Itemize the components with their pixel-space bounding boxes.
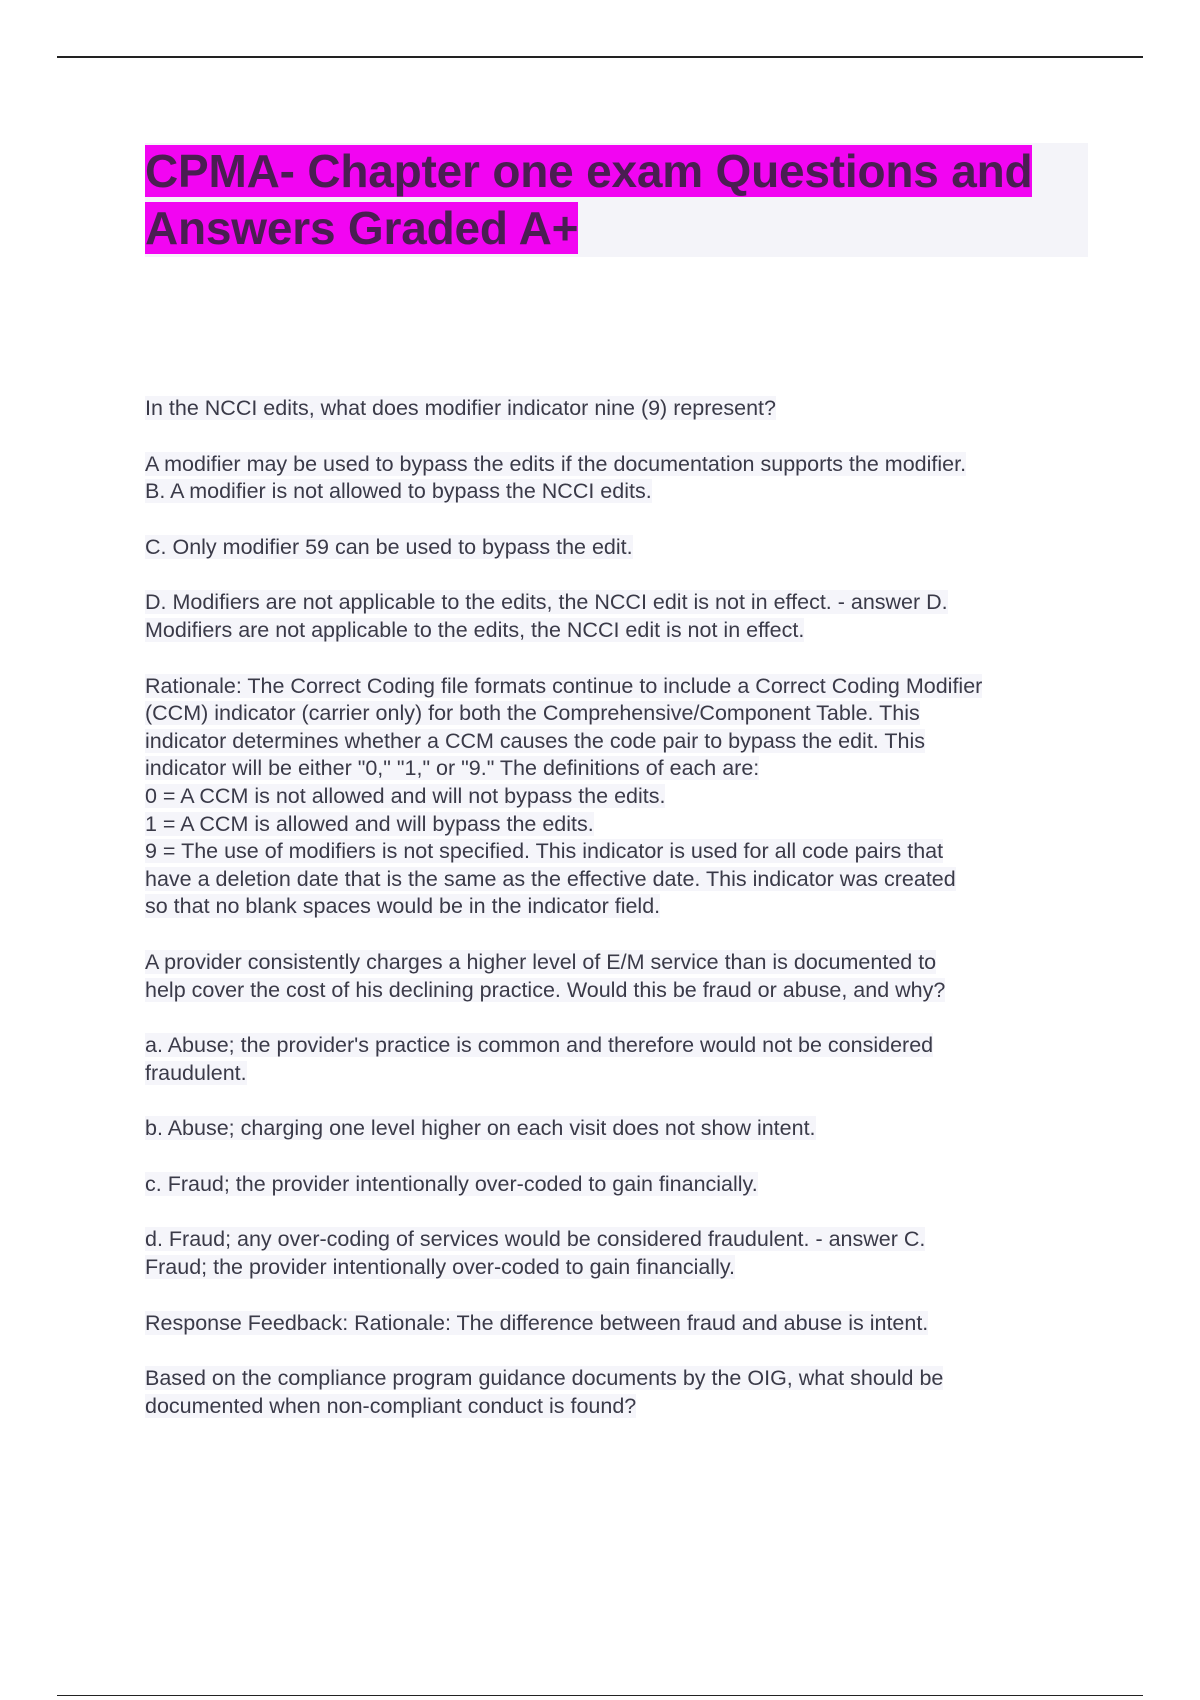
text-line-content: 9 = The use of modifiers is not specified. This indicator is used for all code pairs that — [145, 839, 944, 864]
text-line-content: fraudulent. — [145, 1060, 247, 1085]
text-line — [145, 949, 1095, 977]
paragraph — [145, 949, 1095, 1004]
text-line-content: Rationale: The Correct Coding file formats continue to include a Correct Coding Modifier — [145, 673, 983, 698]
text-line-content: indicator determines whether a CCM causes the code pair to bypass the edit. This — [145, 728, 925, 753]
text-line-content: Response Feedback: Rationale: The difference between fraud and abuse is intent. — [145, 1310, 929, 1335]
text-line — [145, 783, 1095, 811]
text-line-content: Based on the compliance program guidance documents by the OIG, what should be — [145, 1366, 944, 1391]
paragraph — [145, 395, 1095, 423]
paragraph — [145, 1032, 1095, 1087]
text-line-content: so that no blank spaces would be in the indicator field. — [145, 894, 661, 919]
page-title — [145, 143, 1088, 257]
text-line — [145, 395, 1095, 423]
document-body — [145, 395, 1095, 1448]
text-line — [145, 811, 1095, 839]
paragraph — [145, 534, 1095, 562]
text-line-content: A modifier may be used to bypass the edits if the documentation supports the modifier. — [145, 451, 967, 476]
text-line-content: indicator will be either "0," "1," or "9." The definitions of each are: — [145, 756, 760, 781]
text-line-content: (CCM) indicator (carrier only) for both the Comprehensive/Component Table. This — [145, 701, 920, 726]
text-line-content: have a deletion date that is the same as the effective date. This indicator was created — [145, 866, 956, 891]
text-line — [145, 1060, 1095, 1088]
text-line-content: A provider consistently charges a higher level of E/M service than is documented to — [145, 949, 937, 974]
text-line-content: d. Fraud; any over-coding of services would be considered fraudulent. - answer C. — [145, 1227, 926, 1252]
text-line-content: Fraud; the provider intentionally over-coded to gain financially. — [145, 1255, 735, 1280]
paragraph — [145, 1310, 1095, 1338]
paragraph — [145, 451, 1095, 506]
paragraph — [145, 673, 1095, 921]
text-line — [145, 1254, 1095, 1282]
text-line-content: C. Only modifier 59 can be used to bypass the edit. — [145, 534, 633, 559]
text-line — [145, 838, 1095, 866]
text-line-content: documented when non-compliant conduct is found? — [145, 1393, 637, 1418]
text-line — [145, 478, 1095, 506]
paragraph — [145, 1171, 1095, 1199]
paragraph — [145, 1115, 1095, 1143]
text-line — [145, 1115, 1095, 1143]
text-line-content: b. Abuse; charging one level higher on each visit does not show intent. — [145, 1116, 816, 1141]
text-line-content: In the NCCI edits, what does modifier indicator nine (9) represent? — [145, 396, 776, 420]
paragraph — [145, 1226, 1095, 1281]
text-line — [145, 755, 1095, 783]
text-line — [145, 617, 1095, 645]
footer-rule — [57, 1695, 1143, 1696]
text-line-content: help cover the cost of his declining practice. Would this be fraud or abuse, and why? — [145, 977, 946, 1002]
text-line — [145, 1365, 1095, 1393]
text-line — [145, 673, 1095, 701]
text-line — [145, 534, 1095, 562]
text-line-content: Modifiers are not applicable to the edits, the NCCI edit is not in effect. — [145, 617, 805, 642]
title-block — [145, 143, 1088, 257]
text-line — [145, 1393, 1095, 1421]
paragraph — [145, 1365, 1095, 1420]
title-line-2: Answers Graded A+ — [145, 202, 579, 254]
text-line-content: 1 = A CCM is allowed and will bypass the edits. — [145, 811, 594, 836]
text-line — [145, 1226, 1095, 1254]
text-line-content: D. Modifiers are not applicable to the edits, the NCCI edit is not in effect. - answer D. — [145, 590, 948, 615]
text-line — [145, 451, 1095, 479]
text-line-content: B. A modifier is not allowed to bypass the NCCI edits. — [145, 479, 652, 504]
text-line-content: a. Abuse; the provider's practice is common and therefore would not be considered — [145, 1033, 934, 1058]
text-line — [145, 1310, 1095, 1338]
paragraph — [145, 589, 1095, 644]
text-line — [145, 1171, 1095, 1199]
title-line-1: CPMA- Chapter one exam Questions and — [145, 145, 1033, 197]
text-line — [145, 700, 1095, 728]
text-line — [145, 866, 1095, 894]
text-line-content: 0 = A CCM is not allowed and will not bypass the edits. — [145, 783, 666, 808]
text-line — [145, 589, 1095, 617]
text-line — [145, 977, 1095, 1005]
text-line-content: c. Fraud; the provider intentionally over-coded to gain financially. — [145, 1171, 758, 1196]
header-rule — [57, 56, 1143, 58]
text-line — [145, 893, 1095, 921]
text-line — [145, 1032, 1095, 1060]
text-line — [145, 728, 1095, 756]
